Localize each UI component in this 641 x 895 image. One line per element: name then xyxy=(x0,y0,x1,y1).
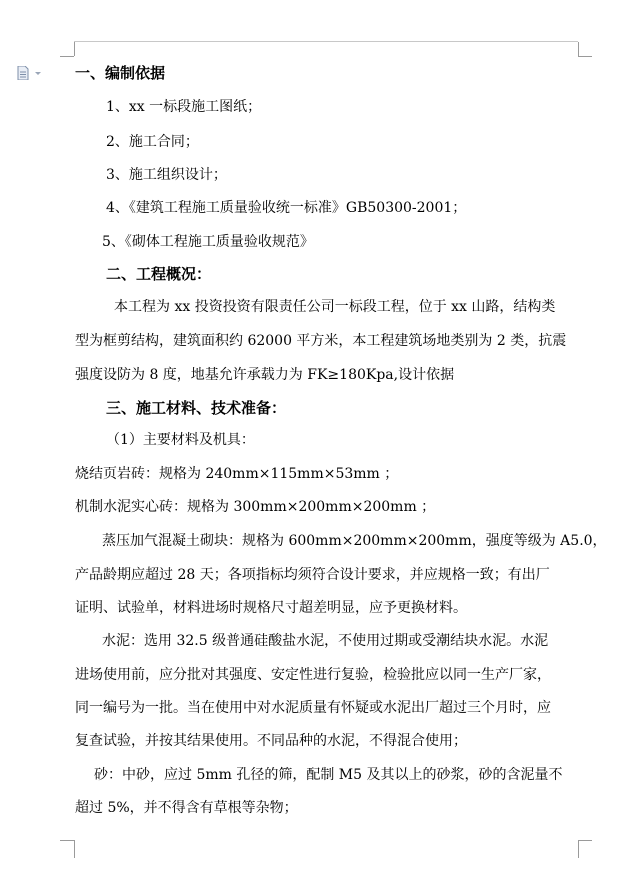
paragraph-line: 蒸压加气混凝土砌块：规格为 600mm×200mm×200mm，强度等级为 A5.0， xyxy=(102,533,607,549)
crop-mark-top-right-v xyxy=(578,42,579,56)
crop-mark-top-right-h xyxy=(578,56,592,57)
subheading: （1）主要材料及机具： xyxy=(106,432,255,448)
paragraph-line: 强度设防为 8 度，地基允许承载力为 FK≥180Kpa,设计依据 xyxy=(75,367,455,383)
list-item: 3、施工组织设计； xyxy=(106,167,227,183)
crop-mark-bottom-left-h xyxy=(60,840,74,841)
crop-mark-top-left-h xyxy=(60,56,74,57)
section-heading: 二、工程概况： xyxy=(106,265,212,283)
list-item: 2、施工合同； xyxy=(106,134,199,150)
crop-mark-top-left-v xyxy=(74,42,75,56)
paragraph-line: 砂：中砂，应过 5mm 孔径的筛，配制 M5 及其以上的砂浆，砂的含泥量不 xyxy=(94,767,563,783)
paragraph-line: 水泥：选用 32.5 级普通硅酸盐水泥，不使用过期或受潮结块水泥。水泥 xyxy=(102,633,549,649)
paragraph-line: 复查试验，并按其结果使用。不同品种的水泥，不得混合使用； xyxy=(75,733,467,749)
section-heading: 三、施工材料、技术准备： xyxy=(106,399,287,417)
top-margin-line xyxy=(74,41,578,42)
list-item: 1、xx 一标段施工图纸； xyxy=(106,99,262,115)
paragraph-line: 本工程为 xx 投资投资有限责任公司一标段工程，位于 xx 山路，结构类 xyxy=(114,299,556,315)
document-icon[interactable] xyxy=(17,66,43,80)
paragraph-line: 证明、试验单，材料进场时规格尺寸超差明显，应予更换材料。 xyxy=(75,600,467,616)
crop-mark-bottom-right-v xyxy=(578,840,579,858)
paragraph-line: 同一编号为一批。当在使用中对水泥质量有怀疑或水泥出厂超过三个月时，应 xyxy=(75,700,551,716)
paragraph-line: 产品龄期应超过 28 天；各项指标均须符合设计要求，并应规格一致；有出厂 xyxy=(75,567,550,583)
paragraph-line: 型为框剪结构，建筑面积约 62000 平方米，本工程建筑场地类别为 2 类，抗震 xyxy=(75,333,567,349)
section-heading: 一、编制依据 xyxy=(75,64,166,82)
paragraph-line: 超过 5%，并不得含有草根等杂物； xyxy=(75,800,298,816)
crop-mark-bottom-right-h xyxy=(578,840,592,841)
paragraph-line: 烧结页岩砖：规格为 240mm×115mm×53mm ； xyxy=(75,466,399,482)
list-item: 5、《砌体工程施工质量验收规范》 xyxy=(102,234,314,250)
paragraph-line: 进场使用前，应分批对其强度、安定性进行复验，检验批应以同一生产厂家， xyxy=(75,667,551,683)
crop-mark-bottom-left-v xyxy=(74,840,75,858)
paragraph-line: 机制水泥实心砖：规格为 300mm×200mm×200mm ； xyxy=(75,499,436,515)
list-item: 4、《建筑工程施工质量验收统一标准》GB50300-2001； xyxy=(106,200,467,216)
